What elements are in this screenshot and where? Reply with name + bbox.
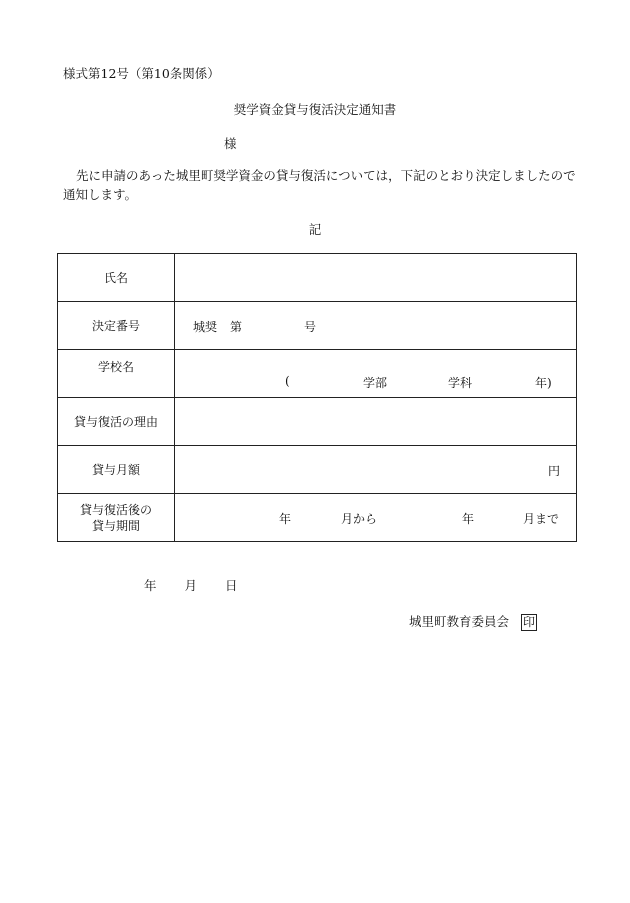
table-row-reason <box>58 398 577 446</box>
table-row-school <box>58 350 577 398</box>
school-name-label <box>58 350 175 398</box>
amount-unit-yen: 円 <box>548 464 561 478</box>
school-faculty-unit: 学部 <box>363 376 388 390</box>
name-label: 氏名 <box>58 254 175 302</box>
period-end-year: 年 <box>462 512 475 526</box>
school-label-text: 学校名 <box>97 359 134 374</box>
period-label-line-1: 貸与復活後の <box>79 502 152 517</box>
decision-number-label: 決定番号 <box>58 302 175 350</box>
document-title: 奨学資金貸与復活決定通知書 <box>233 102 397 117</box>
monthly-amount-label: 貸与月額 <box>58 446 175 494</box>
loan-period-value[interactable] <box>175 494 577 542</box>
issuer-block <box>409 612 537 631</box>
issuer-name: 城里町教育委員会 <box>409 614 510 629</box>
date-month: 月 <box>184 578 198 593</box>
date-line <box>144 576 238 594</box>
period-label-line-2: 貸与期間 <box>91 518 140 533</box>
info-table <box>57 253 577 542</box>
addressee-suffix: 様 <box>224 136 237 151</box>
date-day: 日 <box>225 578 238 593</box>
body-text: 先に申請のあった城里町奨学資金の貸与復活については，下記のとおり決定しましたので通知します。 <box>63 168 576 202</box>
body-paragraph <box>63 166 588 204</box>
school-name-value[interactable] <box>175 350 577 398</box>
date-year: 年 <box>144 578 157 593</box>
table-row-decision <box>58 302 577 350</box>
school-year-unit: 年) <box>535 376 552 390</box>
table-row-amount <box>58 446 577 494</box>
monthly-amount-value[interactable] <box>175 446 577 494</box>
revival-reason-value[interactable] <box>175 398 577 446</box>
period-until: 月まで <box>523 512 560 526</box>
decision-number-value[interactable] <box>175 302 577 350</box>
revival-reason-label: 貸与復活の理由 <box>58 398 175 446</box>
school-department-unit: 学科 <box>448 376 473 390</box>
period-from: 月から <box>341 512 378 526</box>
table-row-name <box>58 254 577 302</box>
decision-dai: 第 <box>230 320 243 334</box>
seal-stamp: 印 <box>523 615 536 629</box>
period-start-year: 年 <box>279 512 292 526</box>
table-row-period <box>58 494 577 542</box>
record-mark: 記 <box>308 222 322 237</box>
name-value[interactable] <box>175 254 577 302</box>
form-number: 様式第12号（第10条関係） <box>63 66 220 81</box>
loan-period-label <box>58 494 175 542</box>
decision-prefix: 城奨 <box>193 320 218 334</box>
decision-go: 号 <box>304 320 317 334</box>
school-paren-open: ( <box>285 374 290 388</box>
